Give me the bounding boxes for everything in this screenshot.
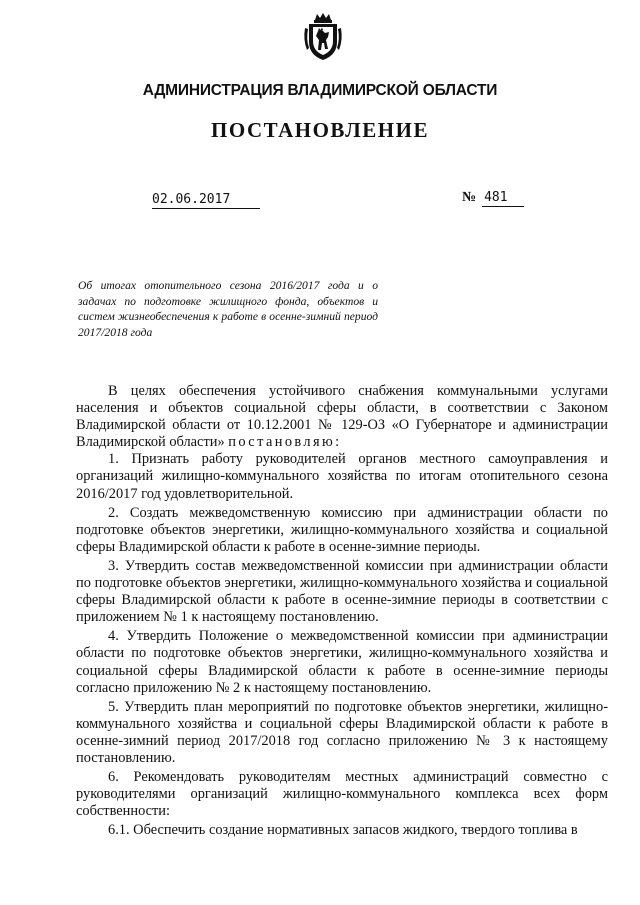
document-number-field bbox=[462, 190, 524, 207]
preamble-text: В целях обеспечения устойчивого снабжения коммунальными услугами населения и объектов социальной сферы области, в соответствии с Законом Владимирской области от 10.12.2001 № 129-ОЗ «О Губернаторе и администрации Владимирской области» bbox=[76, 383, 608, 451]
number-sign-label: № bbox=[462, 190, 477, 205]
clause-item: 6. Рекомендовать руководителям местных администраций совместно с руководителями организаций жилищно-коммунального комплекса всех форм собственности: bbox=[76, 769, 608, 820]
preamble-decree-word: постановляю: bbox=[228, 434, 342, 451]
clause-item: 6.1. Обеспечить создание нормативных запасов жидкого, твердого топлива в bbox=[108, 822, 578, 839]
document-number: 481 bbox=[482, 190, 524, 207]
document-date: 02.06.2017 bbox=[152, 192, 260, 209]
clause-item: 4. Утвердить Положение о межведомственной комиссии при администрации области по подготовке объектов энергетики, жилищно-коммунального хозяйства и социальной сферы Владимирской области к работе в осенне-зимние периоды согласно приложению № 2 к настоящему постановлению. bbox=[76, 628, 608, 696]
authority-heading: АДМИНИСТРАЦИЯ ВЛАДИМИРСКОЙ ОБЛАСТИ bbox=[142, 82, 498, 99]
clause-item: 2. Создать межведомственную комиссию при администрации области по подготовке объектов энергетики, жилищно-коммунального хозяйства и социальной сферы Владимирской области к работе в осенне-зимние периоды. bbox=[76, 504, 608, 555]
document-body bbox=[76, 383, 608, 839]
preamble bbox=[76, 383, 608, 451]
document-type-heading: ПОСТАНОВЛЕНИЕ bbox=[211, 118, 429, 142]
clause-item: 1. Признать работу руководителей органов местного самоуправления и организаций жилищно-коммунального хозяйства по итогам отопительного сезона 2016/2017 год удовлетворительной. bbox=[76, 451, 608, 502]
clause-item: 5. Утвердить план мероприятий по подготовке объектов энергетики, жилищно-коммунального хозяйства и социальной сферы Владимирской области к работе в осенне-зимний период 2017/2018 год согласно приложению № 3 к настоящему постановлению. bbox=[76, 698, 608, 766]
coat-of-arms-icon bbox=[303, 12, 343, 62]
document-title: Об итогах отопительного сезона 2016/2017 года и о задачах по подготовке жилищного фонда, объектов и систем жизнеобеспечения к работе в осенне-зимний период 2017/2018 года bbox=[78, 279, 378, 339]
clause-item: 3. Утвердить состав межведомственной комиссии при администрации области по подготовке объектов энергетики, жилищно-коммунального хозяйства и социальной сферы Владимирской области к работе в осенне-зимние периоды в соответствии с приложением № 1 к настоящему постановлению. bbox=[76, 557, 608, 626]
